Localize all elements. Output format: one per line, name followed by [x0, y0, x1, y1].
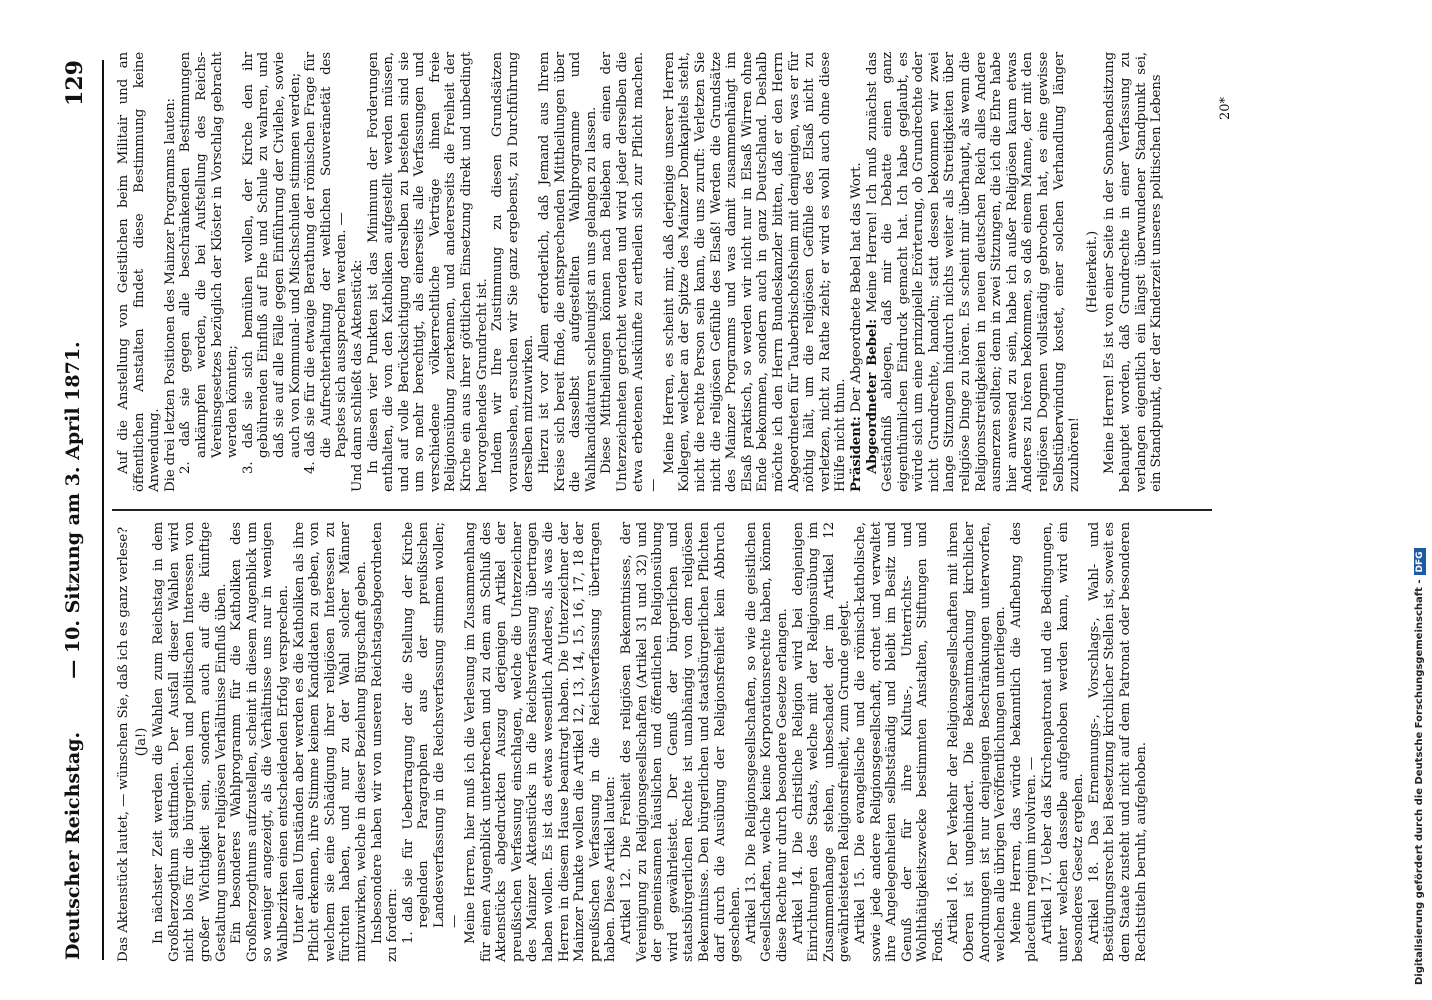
left-column-paragraph: Ein besonderes Wahlprogramm für die Katholiken des Großherzogthums aufzustellen, scheint in diesem Augenblick um so weniger angezeigt, als die Verhältnisse uns nur in wenigen Wahlbezirken einen entscheidenden Erfolg versprechen.	[229, 522, 291, 962]
left-column-paragraph: Artikel 16. Der Verkehr der Religionsgesellschaften mit ihren Oberen ist ungehindert. Die Bekanntmachung kirchlicher Anordnungen ist nur denjenigen Beschränkungen unterworfen, welchen alle übrigen Veröffentlichungen unterliegen.	[946, 522, 1009, 962]
left-column-paragraph: Unter allen Umständen aber werden es die Katholiken als ihre Pflicht erkennen, ihre Stimme keinem Kandidaten zu geben, von welchem sie eine Schädigung ihrer religiösen Interessen zu fürchten haben, und nur zu der Wahl solcher Männer mitzuwirken, welche in dieser Beziehung Bürgschaft geben.	[291, 522, 369, 962]
page-number: 129	[62, 60, 88, 106]
left-column-paragraph: Artikel 18. Das Ernennungs-, Vorschlags-, Wahl- und Bestätigungsrecht bei Besetzung kirchlicher Stellen ist, soweit es dem Staate zusteht und nicht auf dem Patronat oder besonderen Rechtstiteln beruht, aufgehoben.	[1086, 522, 1149, 962]
left-column-paragraph: In nächster Zeit werden die Wahlen zum Reichstag in dem Großherzogthum stattfinden. Der Ausfall dieser Wahlen wird nicht blos für die bürgerlichen und politischen Interessen von großer Wichtigkeit sein, sondern auch auf die künftige Gestaltung unserer religiösen Verhältnisse Einfluß üben.	[151, 522, 229, 962]
right-column-paragraph: Abgeordneter Bebel: Meine Herren! Ich muß zunächst das Geständniß ablegen, daß mir die Debatte einen ganz eigenthümlichen Eindruck gemacht hat. Ich habe geglaubt, es würde sich um eine prinzipielle Erörterung, ob Grundrechte oder nicht Grundrechte, handeln; statt dessen bekommen wir zwei lange Sitzungen hindurch nichts weiter als Streitigkeiten über religiöse Dinge zu hören. Es scheint mir überhaupt, als wenn die Religionsstreitigkeiten in neuen deutschen Reich alles Andere ausmerzen sollten; denn in zwei Sitzungen, die ich die Ehre habe hier anwesend zu sein, habe ich außer Religiösen kaum etwas Anderes zu hören bekommen, so daß einem Manne, der mit den religiösen Dogmen vollständig gebrochen hat, es eine gewisse Selbstüberwindung kostet, einer solchen Verhandlung länger zuzuhören!	[863, 52, 1083, 492]
left-column-paragraph: Artikel 14. Die christliche Religion wird bei denjenigen Einrichtungen des Staats, welche mit der Religionsübung im Zusammenhange stehen, unbeschadet der im Artikel 12 gewährleisteten Religionsfreiheit, zum Grunde gelegt.	[790, 522, 853, 962]
column-divider	[112, 510, 1212, 512]
left-column-paragraph: Artikel 12. Die Freiheit des religiösen Bekenntnisses, der Vereinigung zu Religionsgesellschaften (Artikel 31 und 32) und der gemeinsamen häuslichen und öffentlichen Religionsübung wird gewährleistet. Der Genuß der bürgerlichen und staatsbürgerlichen Rechte ist unabhängig von dem religiösen Bekenntnisse. Den bürgerlichen und staatsbürgerlichen Pflichten darf durch die Ausübung der Religionsfreiheit kein Abbruch geschehen.	[619, 522, 744, 962]
right-column-paragraph: Die drei letzten Positionen des Mainzer Programms lauten:	[162, 98, 178, 492]
speaker-name: Präsident:	[847, 416, 864, 492]
right-column-paragraph: Meine Herren, es scheint mir, daß derjenige unserer Herren Kollegen, welcher an der Spitze des Mainzer Domkapitels steht, nicht die rechte Person sein kann, die uns zuruft: Verletzen Sie nicht die religiösen Gefühle des Elsaß! Werden die Grundsätze des Mainzer Programms und was damit zusammenhängt im Elsaß praktisch, so werden wir nicht nur in Elsaß Wirren ohne Ende bekommen, sondern auch in ganz Deutschland. Deshalb möchte ich den Herrn Bundeskanzler bitten, daß er den Herrn Abgeordneten für Tauberbischofsheim mit demjenigen, was er für nöthig hält, um die religiösen Gefühle des Elsaß nicht zu verletzen, nicht zu Rathe zieht; er wird es wohl auch ohne diese Hülfe nicht thun.	[661, 52, 849, 492]
right-column-paragraph: Diese Mittheilungen können nach Belieben an einen der Unterzeichneten gerichtet werden und wird jeder derselben die etwa erbetenen Auskünfte zu ertheilen sich zur Pflicht machen. —	[599, 52, 662, 492]
running-header	[62, 60, 92, 960]
right-column-paragraph: Hierzu ist vor Allem erforderlich, daß Jemand aus Ihrem Kreise sich bereit finde, die entsprechenden Mittheilungen über die dasselbst aufgestellten Wahlprogramme und Wahlkandidaturen schleunigst an uns gelangen zu lassen.	[537, 52, 599, 492]
right-column-paragraph: 2. daß sie gegen alle beschränkenden Bestimmungen ankämpfen werden, die bei Aufstellung des Reichs-Vereinsgesetzes bezüglich der Klöster in Vorschlag gebracht werden könnten;	[178, 52, 241, 474]
left-column-paragraph: Meine Herren, das würde bekanntlich die Aufhebung des placetum regium involviren. —	[1008, 522, 1040, 962]
right-column-paragraph: (Heiterkeit.)	[1084, 230, 1100, 314]
left-column-paragraph: Artikel 15. Die evangelische und die römisch-katholische, sowie jede andere Religionsgesellschaft, ordnet und verwaltet ihre Angelegenheiten selbstständig und bleibt im Besitz und Genuß der für ihre Kultus-, Unterrichts- und Wohlthätigkeitszwecke bestimmten Anstalten, Stiftungen und Fonds.	[852, 522, 946, 962]
right-column-paragraph: Indem wir Ihre Zustimmung zu diesen Grundsätzen voraussehen, ersuchen wir Sie ganz ergebenst, zu Durchführung derselben mitzuwirken.	[490, 52, 537, 492]
right-column-paragraph: Präsident: Der Abgeordnete Bebel hat das Wort.	[847, 162, 864, 492]
right-column-paragraph: 3. daß sie sich bemühen wollen, der Kirche den ihr gebührenden Einfluß auf Ehe und Schule zu wahren, und daß sie auf alle Fälle gegen Einführung der Civilehe, sowie auch von Kommunal- und Mischschulen stimmen werden;	[240, 52, 303, 474]
left-column-paragraph: (Ja!)	[133, 727, 149, 757]
digitization-note	[1414, 548, 1425, 985]
signature-mark: 20*	[1218, 96, 1233, 120]
left-column-paragraph: Insbesondere haben wir von unseren Reichstagsabgeordneten zu fordern:	[369, 522, 401, 962]
right-column	[116, 52, 1165, 492]
right-column-paragraph: In diesen vier Punkten ist das Minimum der Forderungen enthalten, die von den Katholiken aufgestellt werden müssen, und auf volle Berücksichtigung derselben zu bestehen sind sie um so mehr berechtigt, als einerseits alle Verfassungen und verschiedene völkerrechtliche Verträge ihnen freie Religionsübung zuerkennen, und andererseits die Freiheit der Kirche ein aus ihrer göttlichen Einsetzung direkt und unbedingt hervorgehendes Grundrecht ist.	[365, 52, 490, 492]
right-column-paragraph: 4. daß sie für die etwaige Berathung der römischen Frage für die Aufrechterhaltung der weltlichen Souveränetät des Papstes sich aussprechen werden. —	[303, 52, 350, 474]
left-column-paragraph: Das Aktenstück lautet, — wünschen Sie, daß ich es ganz verlese?	[116, 526, 131, 962]
left-column-paragraph: 1. daß sie für Uebertragung der die Stellung der Kirche regelnden Paragraphen aus der preußischen Landesverfassung in die Reichsverfassung stimmen wollen; —	[400, 522, 463, 944]
left-column	[116, 522, 1149, 962]
left-column-paragraph: Artikel 17. Ueber das Kirchenpatronat und die Bedingungen, unter welchen dasselbe aufgehoben werden kann, wird ein besonderes Gesetz ergehen.	[1040, 522, 1087, 962]
header-left: Deutscher Reichstag.	[62, 731, 84, 960]
left-column-paragraph: Artikel 13. Die Religionsgesellschaften, so wie die geistlichen Gesellschaften, welche keine Korporationsrechte haben, können diese Rechte nur durch besondere Gesetze erlangen.	[743, 522, 790, 962]
right-column-paragraph: Auf die Anstellung von Geistlichen beim Militair und an öffentlichen Anstalten findet diese Bestimmung keine Anwendung.	[116, 52, 163, 492]
right-column-paragraph: Meine Herren! Es ist von einer Seite in der Sonnabendsitzung behauptet worden, daß Grundrechte in einer Verfassung zu verlangen eigentlich ein längst überwundener Standpunkt sei, ein Standpunkt, der der Kinderzeit unseres politischen Lebens	[1102, 52, 1165, 492]
digitization-text: Digitalisierung gefördert durch die Deutsche Forschungsgemeinschaft -	[1414, 579, 1425, 985]
left-column-paragraph: Meine Herren, hier muß ich die Verlesung im Zusammenhang für einen Augenblick unterbrechen und zu dem am Schluß des Aktenstücks abgedruckten Auszug derjenigen Artikel der preußischen Verfassung einschlagen, welche die Unterzeichner des Mainzer Aktenstücks in die Reichsverfassung übertragen haben wollen. Es ist das etwas wesentlich Anderes, als was die Herren in diesem Hause beantragt haben. Die Unterzeichner der Mainzer Punkte wollen die Artikel 12, 13, 14, 15, 16, 17, 18 der preußischen Verfassung in die Reichsverfassung übertragen haben. Diese Artikel lauten:	[463, 522, 619, 962]
speaker-name: Abgeordneter Bebel:	[863, 319, 880, 474]
right-column-paragraph: Und dann schließt das Aktenstück:	[349, 259, 365, 492]
header-rule	[102, 60, 104, 960]
header-center: — 10. Sitzung am 3. April 1871.	[62, 341, 84, 679]
dfg-logo: DFG	[1414, 548, 1426, 575]
